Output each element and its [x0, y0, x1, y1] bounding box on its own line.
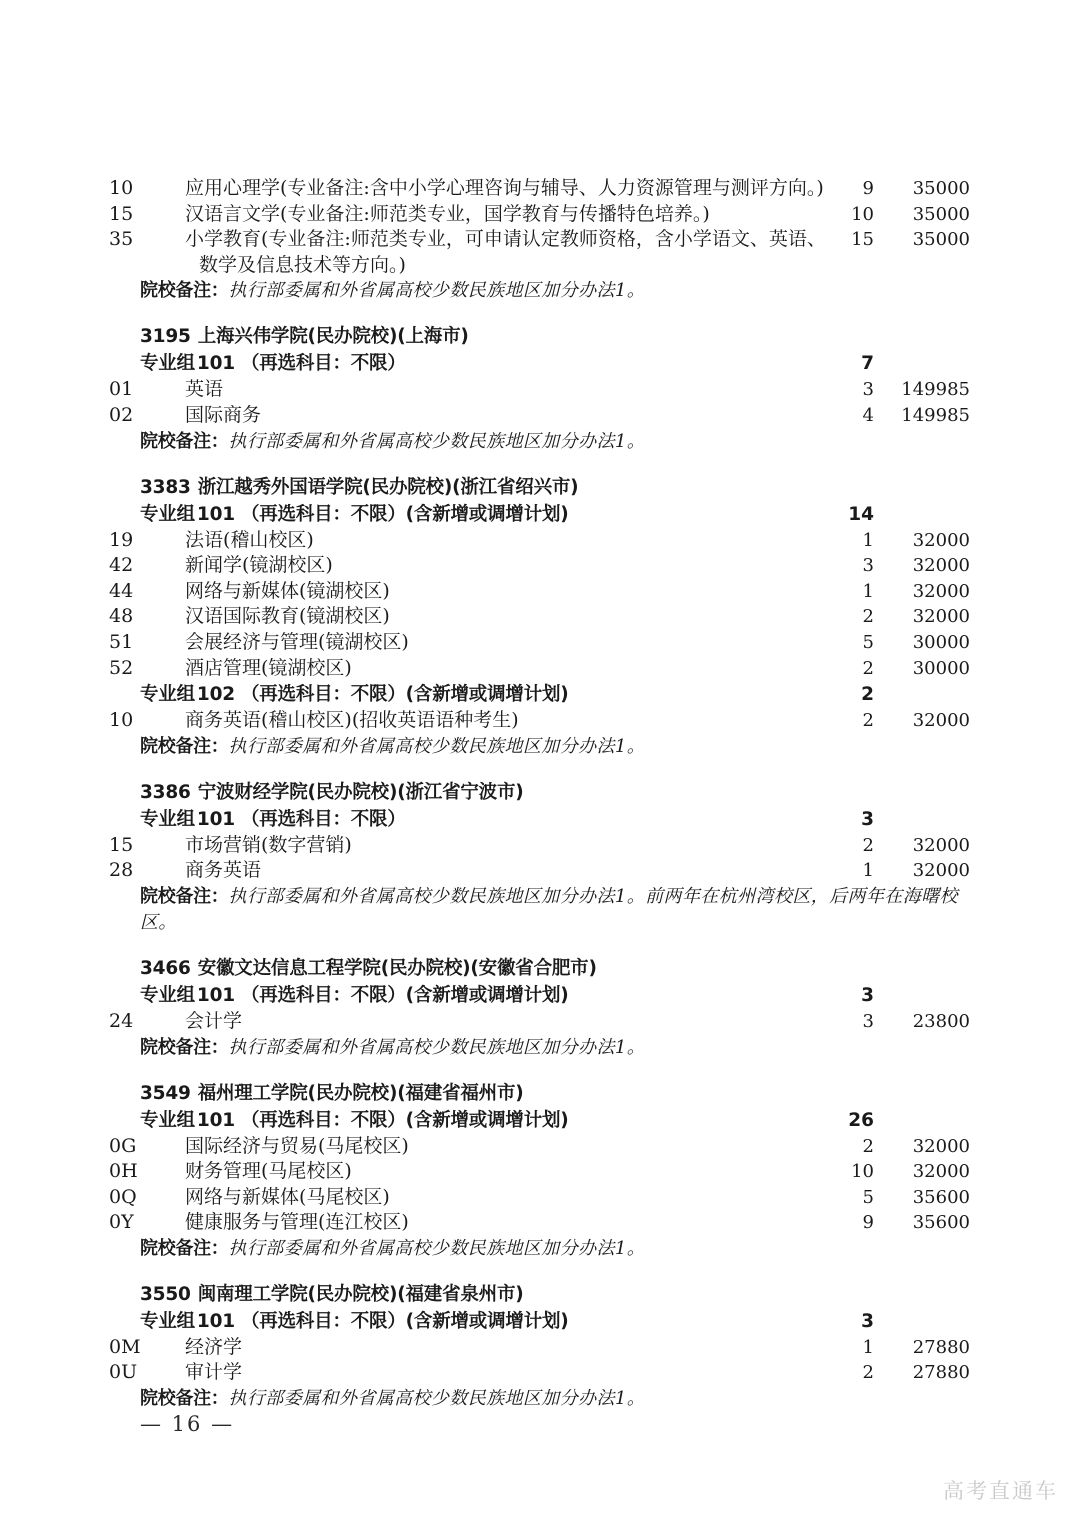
major-quantity: 2 [862, 606, 874, 628]
group-header [140, 681, 970, 708]
group-number: 101 [196, 503, 235, 525]
major-title: 小学教育(专业备注:师范类专业，可申请认定教师资格，含小学语文、英语、数学及信息技术等方向。) [185, 228, 826, 276]
major-title: 网络与新媒体(马尾校区) [185, 1185, 390, 1208]
group-total: 7 [861, 353, 874, 375]
remark-body: 执行部委属和外省属高校少数民族地区加分办法1。 [228, 1036, 646, 1058]
school-remark [140, 1386, 970, 1412]
school-title [140, 955, 970, 982]
group-title [140, 806, 828, 833]
group-title [140, 350, 828, 377]
school-remark [140, 884, 970, 936]
major-code: 0M [109, 1335, 141, 1358]
school-remark [140, 278, 970, 304]
major-row [109, 1159, 970, 1185]
major-fee: 27880 [912, 1336, 970, 1358]
major-quantity: 10 [851, 1161, 874, 1183]
group-total: 26 [848, 1109, 874, 1131]
major-row [109, 1134, 970, 1160]
group-note: （再选科目：不限）(含新增或调增计划) [240, 1109, 569, 1131]
school-name: 闽南理工学院(民办院校)(福建省泉州市) [197, 1283, 524, 1305]
major-title: 英语 [185, 378, 224, 401]
major-name [109, 1134, 828, 1160]
major-row [109, 1360, 970, 1386]
group-note: （再选科目：不限）(含新增或调增计划) [240, 1310, 569, 1332]
group-note: （再选科目：不限） [240, 353, 406, 375]
major-fee: 32000 [912, 555, 970, 577]
major-row [109, 202, 970, 228]
group-label: 专业组 [140, 984, 195, 1006]
school-code: 3386 [140, 781, 191, 803]
major-name [109, 528, 828, 554]
major-quantity: 2 [862, 1362, 874, 1384]
major-fee: 35000 [912, 229, 970, 251]
major-name [109, 176, 828, 202]
major-quantity: 3 [862, 379, 874, 401]
remark-label: 院校备注： [140, 1237, 229, 1259]
major-row [109, 708, 970, 734]
major-row [109, 1009, 970, 1035]
major-title: 健康服务与管理(连江校区) [185, 1211, 409, 1234]
major-quantity: 2 [862, 1135, 874, 1157]
remark-label: 院校备注： [140, 1036, 229, 1058]
school-name: 宁波财经学院(民办院校)(浙江省宁波市) [197, 781, 524, 803]
major-fee: 35000 [912, 203, 970, 225]
major-row [109, 176, 970, 202]
school-name: 浙江越秀外国语学院(民办院校)(浙江省绍兴市) [197, 476, 579, 498]
major-name [109, 858, 828, 884]
major-quantity: 3 [862, 1010, 874, 1032]
major-name [109, 656, 828, 682]
major-fee: 35600 [912, 1212, 970, 1234]
major-title: 市场营销(数字营销) [185, 833, 352, 856]
major-code: 10 [109, 177, 134, 199]
group-note: （再选科目：不限）(含新增或调增计划) [240, 984, 569, 1006]
major-title: 应用心理学(专业备注:含中小学心理咨询与辅导、人力资源管理与测评方向。) [185, 177, 824, 199]
remark-label: 院校备注： [140, 735, 229, 757]
major-code: 42 [109, 554, 134, 577]
school-name: 安徽文达信息工程学院(民办院校)(安徽省合肥市) [197, 957, 597, 979]
major-fee: 32000 [912, 529, 970, 551]
major-code: 0H [109, 1160, 138, 1183]
major-name [109, 1159, 828, 1185]
group-number: 101 [196, 353, 235, 375]
major-row [109, 1335, 970, 1361]
group-note: （再选科目：不限）(含新增或调增计划) [240, 503, 569, 525]
major-name [109, 403, 828, 429]
major-row [109, 403, 970, 429]
major-title: 经济学 [185, 1335, 243, 1358]
major-fee: 23800 [912, 1010, 970, 1032]
major-fee: 32000 [912, 1135, 970, 1157]
group-title [140, 501, 828, 528]
school-code: 3549 [140, 1082, 191, 1104]
major-fee: 32000 [912, 606, 970, 628]
major-quantity: 3 [862, 555, 874, 577]
remark-body: 执行部委属和外省属高校少数民族地区加分办法1。前两年在杭州湾校区，后两年在海曙校区。 [140, 885, 958, 933]
major-fee: 32000 [912, 710, 970, 732]
major-fee: 30000 [912, 657, 970, 679]
remark-label: 院校备注： [140, 885, 229, 907]
remark-body: 执行部委属和外省属高校少数民族地区加分办法1。 [228, 735, 646, 757]
group-label: 专业组 [140, 808, 195, 830]
school-title [140, 1080, 970, 1107]
major-quantity: 9 [862, 178, 874, 199]
group-title [140, 681, 828, 708]
group-number: 101 [196, 984, 235, 1006]
major-code: 0Y [109, 1211, 134, 1234]
continued-block [109, 176, 970, 304]
major-quantity: 2 [862, 710, 874, 732]
major-code: 15 [109, 202, 134, 225]
major-name [109, 1009, 828, 1035]
major-code: 44 [109, 579, 134, 602]
school-remark [140, 1035, 970, 1061]
school-block [109, 779, 970, 936]
school-title [140, 323, 970, 350]
major-code: 0U [109, 1361, 138, 1384]
group-total: 3 [861, 984, 874, 1006]
school-title [140, 1281, 970, 1308]
major-code: 01 [109, 378, 134, 401]
major-row [109, 377, 970, 403]
major-name [109, 1210, 828, 1236]
major-row [109, 1185, 970, 1211]
major-title: 汉语国际教育(镜湖校区) [185, 605, 390, 628]
major-quantity: 9 [862, 1212, 874, 1234]
school-name: 福州理工学院(民办院校)(福建省福州市) [197, 1082, 524, 1104]
group-number: 102 [196, 684, 235, 706]
remark-body: 执行部委属和外省属高校少数民族地区加分办法1。 [228, 430, 646, 452]
major-quantity: 2 [862, 657, 874, 679]
major-name [109, 1360, 828, 1386]
school-code: 3195 [140, 326, 191, 348]
major-row [109, 833, 970, 859]
major-name [109, 1185, 828, 1211]
school-title [140, 474, 970, 501]
school-block [109, 955, 970, 1061]
major-row [109, 1210, 970, 1236]
major-row [109, 630, 970, 656]
major-fee: 32000 [912, 860, 970, 882]
major-fee: 149985 [901, 404, 970, 426]
major-code: 15 [109, 833, 134, 856]
major-fee: 149985 [901, 379, 970, 401]
major-quantity: 10 [851, 203, 874, 225]
major-row [109, 579, 970, 605]
group-title [140, 982, 828, 1009]
group-number: 101 [196, 808, 235, 830]
major-name [109, 630, 828, 656]
major-title: 国际经济与贸易(马尾校区) [185, 1134, 409, 1157]
school-code: 3466 [140, 957, 191, 979]
remark-label: 院校备注： [140, 430, 229, 452]
group-total: 3 [861, 808, 874, 830]
major-name [109, 708, 828, 734]
major-title: 汉语言文学(专业备注:师范类专业，国学教育与传播特色培养。) [185, 202, 710, 225]
group-header [140, 1107, 970, 1134]
page-number: — 16 — [140, 1412, 235, 1436]
group-label: 专业组 [140, 353, 195, 375]
major-row [109, 858, 970, 884]
watermark: 高考直通车 [943, 1479, 1058, 1503]
major-code: 35 [109, 228, 134, 251]
major-quantity: 5 [862, 1186, 874, 1208]
major-code: 48 [109, 605, 134, 628]
major-row [109, 528, 970, 554]
major-fee: 32000 [912, 1161, 970, 1183]
major-name [109, 202, 828, 228]
group-header [140, 350, 970, 377]
major-name [109, 833, 828, 859]
remark-body: 执行部委属和外省属高校少数民族地区加分办法1。 [228, 1388, 646, 1410]
group-header [140, 806, 970, 833]
major-fee: 35000 [912, 178, 970, 199]
major-title: 新闻学(镜湖校区) [185, 554, 333, 577]
major-quantity: 1 [862, 860, 874, 882]
group-number: 101 [196, 1109, 235, 1131]
major-title: 审计学 [185, 1361, 243, 1384]
group-label: 专业组 [140, 684, 195, 706]
major-quantity: 4 [862, 404, 874, 426]
remark-label: 院校备注： [140, 1388, 229, 1410]
major-name [109, 553, 828, 579]
major-fee: 32000 [912, 580, 970, 602]
group-label: 专业组 [140, 503, 195, 525]
school-block [109, 1080, 970, 1262]
major-quantity: 5 [862, 631, 874, 653]
major-code: 10 [109, 709, 134, 732]
group-header [140, 501, 970, 528]
school-remark [140, 1236, 970, 1262]
remark-label: 院校备注： [140, 280, 229, 302]
remark-body: 执行部委属和外省属高校少数民族地区加分办法1。 [228, 280, 646, 302]
remark-body: 执行部委属和外省属高校少数民族地区加分办法1。 [228, 1237, 646, 1259]
major-quantity: 1 [862, 580, 874, 602]
school-name: 上海兴伟学院(民办院校)(上海市) [197, 326, 469, 348]
group-header [140, 1308, 970, 1335]
major-fee: 35600 [912, 1186, 970, 1208]
school-block [109, 1281, 970, 1412]
major-code: 24 [109, 1009, 134, 1032]
group-label: 专业组 [140, 1310, 195, 1332]
group-total: 2 [861, 684, 874, 706]
major-code: 02 [109, 403, 134, 426]
school-block [109, 474, 970, 760]
major-code: 28 [109, 859, 134, 882]
group-note: （再选科目：不限）(含新增或调增计划) [240, 684, 569, 706]
major-row [109, 553, 970, 579]
major-name [109, 579, 828, 605]
group-total: 14 [848, 503, 874, 525]
major-quantity: 1 [862, 529, 874, 551]
school-code: 3383 [140, 476, 191, 498]
major-title: 会展经济与管理(镜湖校区) [185, 630, 409, 653]
major-code: 19 [109, 528, 134, 551]
group-total: 3 [861, 1310, 874, 1332]
major-title: 商务英语 [185, 859, 262, 882]
major-name [109, 227, 828, 278]
major-quantity: 1 [862, 1336, 874, 1358]
major-name [109, 377, 828, 403]
school-code: 3550 [140, 1283, 191, 1305]
group-note: （再选科目：不限） [240, 808, 406, 830]
group-label: 专业组 [140, 1109, 195, 1131]
major-row [109, 604, 970, 630]
major-row [109, 227, 970, 278]
major-fee: 30000 [912, 631, 970, 653]
major-code: 0Q [109, 1185, 137, 1208]
plan-listing [109, 176, 970, 1412]
major-title: 酒店管理(镜湖校区) [185, 656, 352, 679]
major-title: 国际商务 [185, 403, 262, 426]
major-title: 会计学 [185, 1009, 243, 1032]
major-title: 商务英语(稽山校区)(招收英语语种考生) [185, 709, 519, 732]
school-block [109, 323, 970, 454]
major-title: 网络与新媒体(镜湖校区) [185, 579, 390, 602]
major-quantity: 2 [862, 834, 874, 856]
major-code: 0G [109, 1134, 137, 1157]
major-fee: 32000 [912, 834, 970, 856]
group-number: 101 [196, 1310, 235, 1332]
school-remark [140, 429, 970, 455]
major-row [109, 656, 970, 682]
major-name [109, 604, 828, 630]
major-code: 52 [109, 656, 134, 679]
group-title [140, 1308, 828, 1335]
group-header [140, 982, 970, 1009]
major-title: 财务管理(马尾校区) [185, 1160, 352, 1183]
major-quantity: 15 [851, 229, 874, 251]
group-title [140, 1107, 828, 1134]
school-remark [140, 734, 970, 760]
major-code: 51 [109, 630, 134, 653]
major-title: 法语(稽山校区) [185, 528, 314, 551]
major-fee: 27880 [912, 1362, 970, 1384]
school-title [140, 779, 970, 806]
major-name [109, 1335, 828, 1361]
